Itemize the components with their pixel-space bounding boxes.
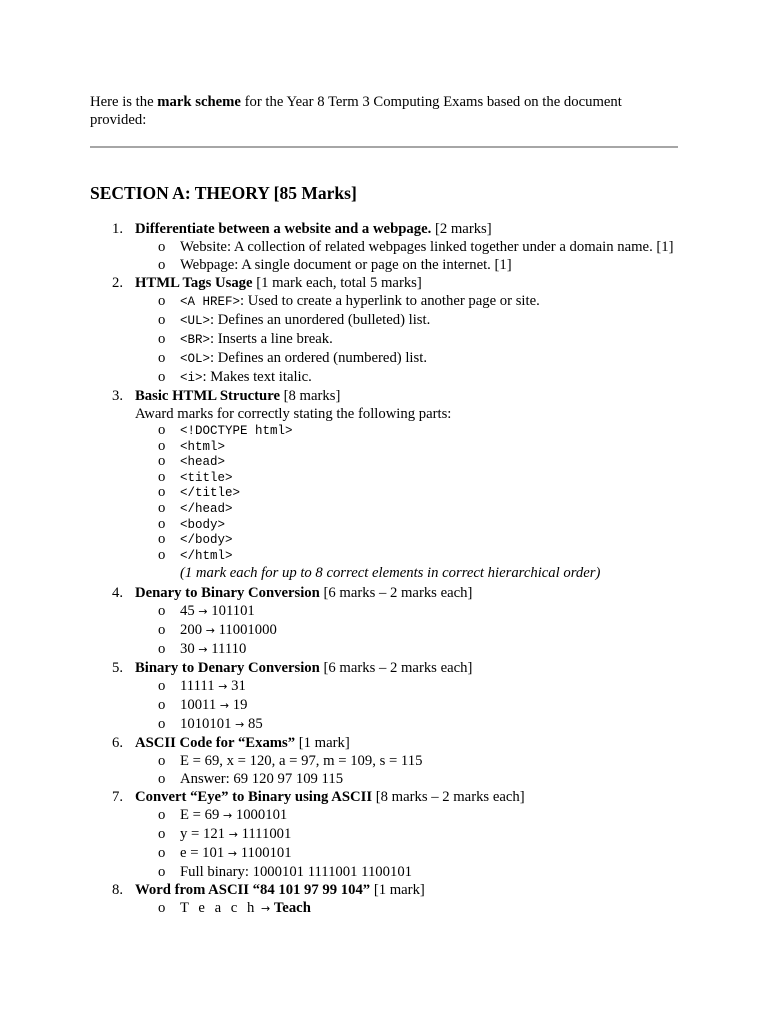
question-item [90, 734, 690, 788]
arrow-icon: → [260, 902, 271, 916]
bullet-marker: o [158, 826, 166, 843]
answer-list [135, 423, 690, 563]
answer-text: E = 69, x = 120, a = 97, m = 109, s = 115 [180, 753, 423, 770]
answer-item [135, 349, 680, 368]
conversion-input: 10011 [180, 697, 217, 714]
horizontal-divider [90, 146, 678, 148]
answer-item [135, 330, 680, 349]
conversion-output: 101101 [211, 603, 255, 620]
bullet-marker: o [158, 422, 166, 438]
answer-text: Answer: 69 120 97 109 115 [180, 771, 344, 788]
answer-item [135, 770, 680, 788]
answer-text: <title> [180, 470, 233, 485]
answer-item [135, 532, 680, 548]
arrow-icon: → [205, 624, 215, 638]
bullet-marker: o [158, 453, 166, 470]
bullet-marker: o [158, 499, 166, 516]
answer-text: : Makes text italic. [202, 369, 312, 385]
question-heading [135, 387, 690, 405]
answer-text: <head> [180, 455, 226, 470]
bullet-marker: o [158, 900, 166, 917]
question-item [90, 220, 690, 274]
html-tag: <OL> [180, 352, 211, 366]
answer-list [135, 806, 690, 881]
bullet-marker: o [158, 753, 166, 770]
answer-item [135, 806, 680, 825]
answer-item [135, 863, 680, 881]
question-number: 8. [112, 882, 124, 899]
question-number: 1. [112, 221, 124, 237]
answer-list [135, 677, 690, 734]
arrow-icon: → [198, 605, 208, 619]
bullet-marker: o [158, 350, 166, 366]
arrow-icon: → [222, 809, 233, 823]
question-title: Convert “Eye” to Binary using ASCII [135, 789, 373, 806]
answer-item [135, 640, 680, 659]
html-tag: <UL> [180, 314, 211, 328]
arrow-icon: → [227, 847, 238, 861]
question-marks: [2 marks] [431, 221, 492, 237]
question-marks: [8 marks – 2 marks each] [372, 789, 525, 806]
question-marks: [1 mark each, total 5 marks] [252, 275, 422, 291]
answer-list [135, 238, 690, 274]
conversion-input: e = 101 [180, 845, 225, 862]
question-item [90, 659, 690, 734]
answer-text: <!DOCTYPE html> [180, 424, 293, 438]
html-tag: <i> [180, 371, 203, 385]
question-heading [135, 584, 690, 602]
answer-text: <body> [180, 517, 226, 532]
answer-item [135, 368, 680, 387]
conversion-output: 11001000 [218, 622, 277, 639]
answer-list [135, 752, 690, 788]
arrow-icon: → [228, 828, 238, 842]
question-number: 2. [112, 275, 124, 291]
conversion-output: 1000101 [235, 807, 288, 824]
bullet-marker: o [158, 716, 166, 733]
conversion-input: 200 [180, 622, 203, 639]
answer-text: Webpage: A single document or page on the internet. [1] [180, 257, 512, 273]
conversion-input: 11111 [180, 678, 215, 695]
question-title: Differentiate between a website and a webpage. [135, 221, 432, 237]
answer-text: <html> [180, 439, 226, 454]
conversion-output: 11110 [211, 641, 247, 658]
conversion-input: 1010101 [180, 716, 232, 733]
intro-text-bold: mark scheme [157, 94, 241, 110]
answer-text: </html> [180, 548, 233, 563]
bullet-marker: o [158, 369, 166, 385]
arrow-icon: → [219, 699, 230, 713]
question-title: Binary to Denary Conversion [135, 660, 320, 677]
answer-item [135, 256, 680, 274]
answer-list [135, 292, 690, 387]
html-tag: <BR> [180, 333, 211, 347]
question-item [90, 274, 690, 387]
intro-text-after: for the Year 8 Term 3 Computing Exams based on the document provided: [90, 94, 622, 128]
bullet-marker: o [158, 257, 166, 273]
bullet-marker: o [158, 312, 166, 328]
answer-item [135, 311, 680, 330]
conversion-output: 19 [232, 697, 248, 714]
answer-item [135, 715, 680, 734]
html-tag: <A HREF> [180, 295, 241, 309]
question-item [90, 788, 690, 881]
answer-item [135, 501, 680, 517]
bullet-marker: o [158, 697, 166, 714]
answer-item [135, 485, 680, 501]
answer-text: : Inserts a line break. [210, 331, 333, 347]
question-number: 5. [112, 660, 124, 677]
conversion-output: 1100101 [240, 845, 292, 862]
answer-text: Full binary: 1000101 1111001 1100101 [180, 864, 413, 881]
arrow-icon: → [198, 643, 208, 657]
answer-item [135, 621, 680, 640]
conversion-input: 30 [180, 641, 195, 658]
question-note: (1 mark each for up to 8 correct elements in correct hierarchical order) [180, 565, 601, 582]
question-marks: [8 marks] [279, 388, 341, 404]
answer-item [135, 517, 680, 533]
conversion-input: T e a c h [180, 900, 258, 917]
conversion-output: 85 [247, 716, 263, 733]
arrow-icon: → [218, 680, 228, 694]
section-heading: SECTION A: THEORY [85 Marks] [90, 183, 357, 203]
intro-text-before: Here is the [90, 94, 158, 110]
question-title: HTML Tags Usage [135, 275, 253, 291]
answer-item [135, 548, 680, 564]
answer-item [135, 602, 680, 621]
bullet-marker: o [158, 531, 166, 548]
bullet-marker: o [158, 293, 166, 309]
bullet-marker: o [158, 603, 166, 620]
conversion-output: 1111001 [241, 826, 292, 843]
answer-item [135, 238, 680, 256]
answer-item [135, 470, 680, 486]
question-heading [135, 274, 690, 292]
bullet-marker: o [158, 239, 166, 255]
bullet-marker: o [158, 515, 166, 532]
question-title: Word from ASCII “84 101 97 99 104” [135, 882, 371, 899]
question-heading [135, 734, 690, 752]
answer-item [135, 292, 680, 311]
question-heading [135, 220, 690, 238]
answer-item [135, 677, 680, 696]
question-number: 3. [112, 388, 124, 404]
question-heading [135, 788, 690, 806]
question-heading [135, 881, 690, 899]
answer-text: </body> [180, 533, 233, 548]
bullet-marker: o [158, 771, 166, 788]
conversion-input: 45 [180, 603, 195, 620]
bullet-marker: o [158, 807, 166, 824]
answer-list [135, 899, 690, 918]
answer-item [135, 844, 680, 863]
question-marks: [6 marks – 2 marks each] [319, 660, 473, 677]
bullet-marker: o [158, 864, 166, 881]
answer-text: </head> [180, 501, 233, 516]
answer-text: : Defines an unordered (bulleted) list. [210, 312, 431, 328]
intro-paragraph [90, 93, 680, 129]
answer-text: : Defines an ordered (numbered) list. [210, 350, 427, 366]
answer-list [135, 602, 690, 659]
question-number: 4. [112, 585, 124, 602]
question-marks: [1 mark] [370, 882, 425, 899]
question-subtitle: Award marks for correctly stating the following parts: [135, 406, 452, 422]
answer-item [135, 454, 680, 470]
answer-text: </title> [180, 486, 241, 501]
question-item [90, 387, 690, 584]
question-item [90, 881, 690, 918]
question-item [90, 584, 690, 659]
conversion-input: y = 121 [180, 826, 226, 843]
bullet-marker: o [158, 622, 166, 639]
bullet-marker: o [158, 484, 166, 501]
bullet-marker: o [158, 546, 166, 563]
conversion-output: Teach [273, 900, 311, 917]
bullet-marker: o [158, 845, 166, 862]
answer-item [135, 899, 680, 918]
question-marks: [1 mark] [295, 735, 350, 752]
bullet-marker: o [158, 437, 166, 454]
question-marks: [6 marks – 2 marks each] [319, 585, 473, 602]
question-title: Denary to Binary Conversion [135, 585, 320, 602]
arrow-icon: → [235, 718, 245, 732]
question-number: 7. [112, 789, 124, 806]
answer-item [135, 825, 680, 844]
question-title: Basic HTML Structure [135, 388, 280, 404]
answer-item [135, 439, 680, 455]
answer-item [135, 696, 680, 715]
answer-text: Website: A collection of related webpages linked together under a domain name. [1] [180, 239, 674, 255]
answer-item [135, 752, 680, 770]
answer-item [135, 423, 680, 439]
question-heading [135, 659, 690, 677]
conversion-output: 31 [231, 678, 246, 695]
question-number: 6. [112, 735, 124, 752]
bullet-marker: o [158, 678, 166, 695]
conversion-input: E = 69 [180, 807, 220, 824]
bullet-marker: o [158, 468, 166, 485]
question-list [90, 220, 690, 918]
bullet-marker: o [158, 641, 166, 658]
answer-text: : Used to create a hyperlink to another page or site. [240, 293, 540, 309]
question-title: ASCII Code for “Exams” [135, 735, 296, 752]
bullet-marker: o [158, 331, 166, 347]
